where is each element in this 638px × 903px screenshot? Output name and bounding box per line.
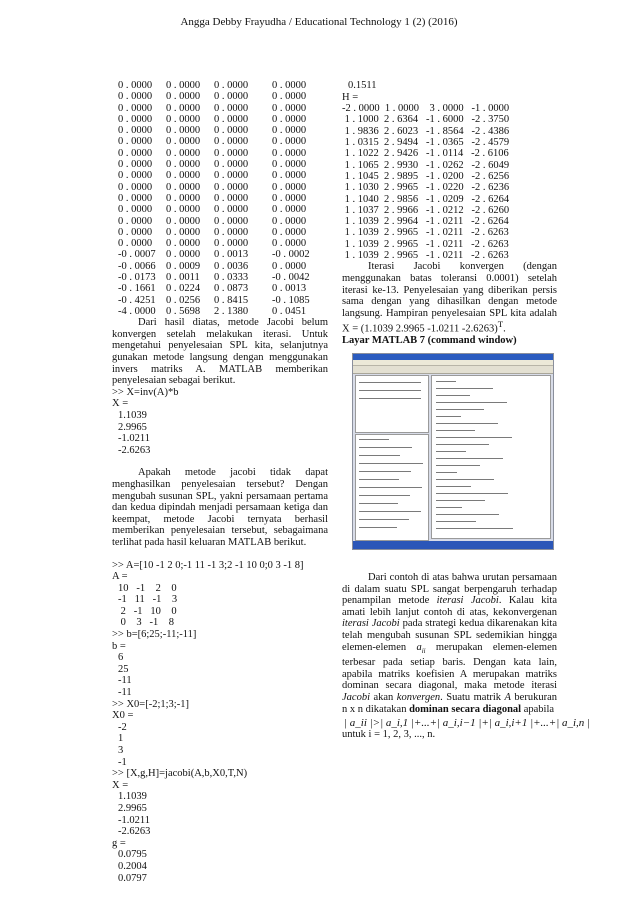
matrix-cell: 0 . 0000 bbox=[214, 170, 249, 182]
formula-condition: untuk i = 1, 2, 3, ..., n. bbox=[342, 729, 436, 741]
matrix-row: 1 . 1045 2 . 9895 -1 . 0200 -2 . 6256 bbox=[342, 170, 510, 182]
console-text-line bbox=[436, 500, 485, 501]
console-text-line bbox=[436, 521, 476, 522]
command-window-panel bbox=[431, 375, 551, 539]
matrix-cell: 0 . 0000 bbox=[272, 204, 307, 216]
matrix-cell: 0 . 0000 bbox=[214, 136, 249, 148]
history-text-line bbox=[359, 527, 397, 528]
console-text-line bbox=[436, 395, 470, 396]
console-text-line bbox=[436, 444, 489, 445]
matrix-cell: 0 . 0000 bbox=[272, 192, 307, 204]
H-label: H = bbox=[342, 91, 359, 103]
vector-value: 1 bbox=[118, 733, 124, 745]
matrix-row: 1 . 1039 2 . 9965 -1 . 0211 -2 . 6263 bbox=[342, 227, 509, 239]
matrix-cell: 0 . 0000 bbox=[118, 181, 153, 193]
console-text-line bbox=[436, 437, 512, 438]
console-text-line bbox=[436, 423, 498, 424]
workspace-text-line bbox=[359, 398, 421, 399]
vector-value: -1.0211 bbox=[118, 433, 150, 445]
matrix-cell: 0 . 0000 bbox=[166, 226, 201, 238]
workspace-text-line bbox=[359, 390, 421, 391]
history-text-line bbox=[359, 479, 399, 480]
matrix-cell: 0 . 0000 bbox=[214, 226, 249, 238]
matrix-cell: 0 . 0000 bbox=[118, 125, 153, 137]
matrix-row: 10 -1 2 0 bbox=[118, 582, 177, 594]
matrix-cell: 0 . 0000 bbox=[214, 113, 249, 125]
matrix-cell: 0 . 0000 bbox=[118, 238, 153, 250]
matrix-cell: -0 . 0042 bbox=[272, 272, 310, 284]
matrix-row: 1 . 1030 2 . 9965 -1 . 0220 -2 . 6236 bbox=[342, 182, 510, 194]
matrix-cell: 0 . 0000 bbox=[166, 113, 201, 125]
matrix-cell: 0 . 8415 bbox=[214, 294, 249, 306]
matrix-row: 1 . 1037 2 . 9966 -1 . 0212 -2 . 6260 bbox=[342, 204, 510, 216]
matrix-row bbox=[112, 136, 328, 147]
matrix-row: 1 . 1039 2 . 9964 -1 . 0211 -2 . 6264 bbox=[342, 216, 509, 228]
window-statusbar bbox=[353, 541, 553, 549]
matrix-cell: 0 . 0000 bbox=[272, 226, 307, 238]
X0-vector bbox=[112, 722, 328, 768]
matrix-cell: 0 . 0000 bbox=[166, 80, 201, 91]
matrix-row: 1 . 1065 2 . 9930 -1 . 0262 -2 . 6049 bbox=[342, 159, 510, 171]
paragraph-1: Dari hasil diatas, metode Jacobi belum konvergen setelah melakukan iterasi. Untuk mengetahui penyelesaian SPL kita, selanjutnya gunakan metode langsung dengan menggunakan invers matriks A. MATLAB memberikan penyelesaian sebagai berikut. bbox=[112, 317, 328, 387]
console-text-line bbox=[436, 409, 484, 410]
matrix-row: 1 . 1022 2 . 9426 -1 . 0114 -2 . 6106 bbox=[342, 148, 509, 160]
matrix-cell: -0 . 1661 bbox=[118, 283, 156, 295]
console-text-line bbox=[436, 388, 493, 389]
running-header: Angga Debby Frayudha / Educational Technology 1 (2) (2016) bbox=[180, 16, 458, 28]
matrix-cell: 0 . 0009 bbox=[166, 260, 201, 272]
history-text-line bbox=[359, 463, 423, 464]
matrix-cell: 0 . 0000 bbox=[118, 80, 153, 91]
history-text-line bbox=[359, 519, 409, 520]
figure-heading: Layar MATLAB 7 (command window) bbox=[342, 335, 517, 347]
matrix-row bbox=[112, 170, 328, 181]
matrix-cell: 0 . 0013 bbox=[272, 283, 307, 295]
matrix-row: 2 -1 10 0 bbox=[118, 605, 177, 617]
matrix-cell: 0 . 0451 bbox=[272, 305, 307, 317]
history-text-line bbox=[359, 439, 389, 440]
matrix-row bbox=[112, 227, 328, 238]
matrix-cell: 0 . 0000 bbox=[118, 170, 153, 182]
matrix-cell: 0 . 0000 bbox=[118, 113, 153, 125]
vector-value: 1.1039 bbox=[118, 409, 147, 421]
H-matrix bbox=[342, 103, 557, 261]
vector-value: 0.0797 bbox=[118, 872, 147, 884]
matrix-cell: 0 . 0036 bbox=[214, 260, 249, 272]
matrix-row: 1 . 1039 2 . 9965 -1 . 0211 -2 . 6263 bbox=[342, 250, 509, 262]
matrix-cell: 0 . 0333 bbox=[214, 272, 249, 284]
matrix-cell: 0 . 0256 bbox=[166, 294, 201, 306]
vector-value: -1.0211 bbox=[118, 814, 150, 826]
paragraph-4: Dari contoh di atas bahwa urutan persamaan di dalam suatu SPL sangat berpengaruh terhadap penampilan metode iterasi Jacobi. Kalau kita amati lebih lanjut contoh di atas, kekonvergenan iterasi Jacobi pada strategi kedua dikarenakan kita telah mengubah susunan SPL sedemikian hingga elemen-elemen $a_{ii}$ merupakan elemen-elemen terbesar pada setiap baris. Dengan kata lain, apabila matriks koefisien A merupakan matriks dominan secara diagonal, maka metode iterasi Jacobi akan konvergen. Suatu matrik A berukuran n x n dikatakan dominan secara diagonal apabila bbox=[342, 572, 558, 715]
A-label: A = bbox=[112, 571, 128, 583]
matrix-cell: -0 . 0002 bbox=[272, 249, 310, 261]
X-result-label: X = bbox=[112, 779, 129, 791]
matrix-row bbox=[112, 295, 328, 306]
console-text-line bbox=[436, 479, 494, 480]
matlab-screenshot bbox=[352, 353, 554, 550]
X0-label: X0 = bbox=[112, 710, 134, 722]
matrix-cell: 0 . 0000 bbox=[272, 136, 307, 148]
vector-value: 25 bbox=[118, 663, 129, 675]
cmd-X0: >> X0=[-2;1;3;-1] bbox=[112, 698, 189, 710]
vector-value: -11 bbox=[118, 687, 132, 699]
matrix-row bbox=[112, 193, 328, 204]
matrix-cell: -0 . 0066 bbox=[118, 260, 156, 272]
matrix-cell: 0 . 0000 bbox=[118, 91, 153, 103]
matrix-row bbox=[112, 261, 328, 272]
vector-value: 2.9965 bbox=[118, 421, 147, 433]
matrix-cell: 0 . 0000 bbox=[118, 226, 153, 238]
matrix-cell: 0 . 0873 bbox=[214, 283, 249, 295]
matrix-cell: 0 . 0000 bbox=[166, 102, 201, 114]
matrix-cell: 0 . 0000 bbox=[166, 215, 201, 227]
matrix-cell: 0 . 0000 bbox=[272, 91, 307, 103]
matrix-cell: -0 . 0173 bbox=[118, 272, 156, 284]
matrix-row bbox=[112, 103, 328, 114]
console-text-line bbox=[436, 528, 513, 529]
vector-value: -2 bbox=[118, 721, 127, 733]
history-text-line bbox=[359, 511, 421, 512]
matrix-row: 1 . 1040 2 . 9856 -1 . 0209 -2 . 6264 bbox=[342, 193, 510, 205]
matrix-cell: 0 . 0000 bbox=[166, 249, 201, 261]
iteration-matrix bbox=[112, 80, 328, 317]
matrix-cell: 0 . 0000 bbox=[214, 102, 249, 114]
vector-value: -1 bbox=[118, 756, 127, 768]
matrix-row bbox=[112, 204, 328, 215]
matrix-cell: 0 . 0000 bbox=[166, 238, 201, 250]
right-column bbox=[342, 80, 591, 741]
matrix-cell: 0 . 0000 bbox=[272, 102, 307, 114]
matrix-cell: 0 . 0000 bbox=[214, 91, 249, 103]
matrix-cell: 0 . 0000 bbox=[272, 147, 307, 159]
A-matrix bbox=[112, 583, 328, 629]
matrix-cell: 0 . 0000 bbox=[272, 125, 307, 137]
vector-value: -2.6263 bbox=[118, 826, 151, 838]
matrix-cell: 0 . 0000 bbox=[118, 136, 153, 148]
b-vector bbox=[112, 652, 328, 698]
diagonal-dominance-formula: | a_ii |>| a_i,1 |+...+| a_i,i−1 |+| a_i,i+1 |+...+| a_i,n | bbox=[344, 717, 591, 730]
console-text-line bbox=[436, 451, 466, 452]
vector-value: -2.6263 bbox=[118, 444, 151, 456]
cmd-inverse: >> X=inv(A)*b bbox=[112, 386, 179, 398]
console-text-line bbox=[436, 381, 456, 382]
matrix-cell: 0 . 0000 bbox=[166, 181, 201, 193]
matrix-cell: 0 . 0000 bbox=[166, 170, 201, 182]
console-text-line bbox=[436, 514, 499, 515]
matrix-cell: 0 . 0000 bbox=[272, 238, 307, 250]
matrix-cell: 0 . 0224 bbox=[166, 283, 201, 295]
matrix-cell: 0 . 0000 bbox=[272, 260, 307, 272]
matrix-cell: 0 . 0011 bbox=[166, 272, 200, 284]
matrix-cell: 0 . 0000 bbox=[214, 80, 249, 91]
history-text-line bbox=[359, 447, 412, 448]
matrix-cell: 0 . 0000 bbox=[118, 147, 153, 159]
matrix-cell: 2 . 1380 bbox=[214, 305, 249, 317]
console-text-line bbox=[436, 430, 475, 431]
history-text-line bbox=[359, 487, 422, 488]
vector-value: 0.2004 bbox=[118, 860, 147, 872]
matrix-cell: 0 . 0000 bbox=[272, 113, 307, 125]
vector-value: 0.0795 bbox=[118, 849, 147, 861]
matrix-cell: 0 . 0000 bbox=[166, 147, 201, 159]
history-text-line bbox=[359, 503, 398, 504]
matrix-cell: 0 . 0000 bbox=[118, 215, 153, 227]
matrix-cell: 0 . 0000 bbox=[214, 192, 249, 204]
vector-value: 1.1039 bbox=[118, 791, 147, 803]
cmd-jacobi: >> [X,g,H]=jacobi(A,b,X0,T,N) bbox=[112, 768, 248, 780]
x-values bbox=[112, 410, 328, 456]
matrix-row bbox=[112, 283, 328, 294]
x-label: X = bbox=[112, 398, 129, 410]
matrix-cell: 0 . 0000 bbox=[214, 215, 249, 227]
matrix-cell: 0 . 0000 bbox=[118, 159, 153, 171]
matrix-cell: 0 . 0000 bbox=[214, 125, 249, 137]
matrix-row: 1 . 1000 2 . 6364 -1 . 6000 -2 . 3750 bbox=[342, 114, 510, 126]
left-column bbox=[112, 80, 328, 884]
history-text-line bbox=[359, 455, 400, 456]
matrix-row bbox=[112, 148, 328, 159]
matrix-cell: 0 . 0000 bbox=[166, 136, 201, 148]
console-text-line bbox=[436, 507, 462, 508]
matrix-cell: 0 . 5698 bbox=[166, 305, 201, 317]
cmd-b: >> b=[6;25;-11;-11] bbox=[112, 629, 197, 641]
matrix-cell: 0 . 0000 bbox=[272, 181, 307, 193]
g-values bbox=[112, 849, 328, 884]
matrix-cell: 0 . 0000 bbox=[166, 159, 201, 171]
matrix-row bbox=[112, 125, 328, 136]
matrix-row: 1 . 0315 2 . 9494 -1 . 0365 -2 . 4579 bbox=[342, 137, 510, 149]
matrix-row bbox=[112, 238, 328, 249]
matrix-cell: 0 . 0000 bbox=[272, 159, 307, 171]
g-last-value: 0.1511 bbox=[348, 80, 377, 91]
matrix-cell: 0 . 0013 bbox=[214, 249, 249, 261]
matrix-cell: 0 . 0000 bbox=[214, 181, 249, 193]
g-label: g = bbox=[112, 837, 126, 849]
matrix-cell: 0 . 0000 bbox=[214, 238, 249, 250]
matrix-cell: 0 . 0000 bbox=[166, 91, 201, 103]
paragraph-3: Iterasi Jacobi konvergen (dengan menggunakan batas toleransi 0.0001) setelah iterasi ke-13. Penyelesaian yang diberikan persis sama dengan yang dihasilkan dengan metode langsung. Hampiran penyelesaian SPL kita adalah X = (1.1039 2.9965 -1.0211 -2.6263)$^T$. bbox=[342, 261, 557, 335]
history-panel bbox=[355, 434, 429, 541]
console-text-line bbox=[436, 465, 480, 466]
matrix-cell: -4 . 0000 bbox=[118, 305, 156, 317]
matrix-row bbox=[112, 80, 328, 91]
matrix-cell: -0 . 0007 bbox=[118, 249, 156, 261]
matrix-row bbox=[112, 306, 328, 317]
matrix-row bbox=[112, 272, 328, 283]
cmd-A: >> A=[10 -1 2 0;-1 11 -1 3;2 -1 10 0;0 3 -1 8] bbox=[112, 559, 304, 571]
matrix-cell: 0 . 0000 bbox=[166, 125, 201, 137]
matrix-row: 1 . 1039 2 . 9965 -1 . 0211 -2 . 6263 bbox=[342, 238, 509, 250]
window-toolbar bbox=[353, 366, 553, 374]
paragraph-2: Apakah metode jacobi tidak dapat menghasilkan penyelesaian tersebut? Dengan mengubah susunan SPL, yakni persamaan pertama dan kedua dipindah menjadi persamaan ketiga dan keempat, metode Jacobi ternyata berhasil memberikan penyelesaian tersebut, sebagaimana terlihat pada hasil keluaran MATLAB berikut. bbox=[112, 467, 328, 548]
matrix-cell: 0 . 0000 bbox=[118, 192, 153, 204]
history-text-line bbox=[359, 495, 410, 496]
vector-value: -11 bbox=[118, 675, 132, 687]
vector-value: 2.9965 bbox=[118, 802, 147, 814]
console-text-line bbox=[436, 402, 507, 403]
matrix-row: -1 11 -1 3 bbox=[118, 594, 178, 606]
matrix-cell: -0 . 4251 bbox=[118, 294, 156, 306]
matrix-row: -2 . 0000 1 . 0000 3 . 0000 -1 . 0000 bbox=[342, 103, 510, 115]
matrix-cell: 0 . 0000 bbox=[118, 204, 153, 216]
matrix-row: 0 3 -1 8 bbox=[118, 617, 174, 629]
matrix-row bbox=[112, 182, 328, 193]
matrix-cell: 0 . 0000 bbox=[214, 147, 249, 159]
console-text-line bbox=[436, 486, 471, 487]
X-result bbox=[112, 791, 328, 837]
matrix-cell: 0 . 0000 bbox=[214, 204, 249, 216]
console-text-line bbox=[436, 472, 457, 473]
vector-value: 6 bbox=[118, 652, 124, 664]
vector-value: 3 bbox=[118, 745, 124, 757]
matrix-row bbox=[112, 249, 328, 260]
workspace-text-line bbox=[359, 382, 421, 383]
console-text-line bbox=[436, 493, 508, 494]
console-text-line bbox=[436, 458, 503, 459]
matrix-row bbox=[112, 114, 328, 125]
matrix-cell: 0 . 0000 bbox=[118, 102, 153, 114]
matrix-row bbox=[112, 91, 328, 102]
console-text-line bbox=[436, 416, 461, 417]
workspace-panel bbox=[355, 375, 429, 433]
history-text-line bbox=[359, 471, 411, 472]
matrix-cell: 0 . 0000 bbox=[214, 159, 249, 171]
matrix-cell: -0 . 1085 bbox=[272, 294, 310, 306]
matrix-cell: 0 . 0000 bbox=[166, 192, 201, 204]
matrix-cell: 0 . 0000 bbox=[272, 215, 307, 227]
matrix-cell: 0 . 0000 bbox=[272, 80, 307, 91]
matrix-cell: 0 . 0000 bbox=[272, 170, 307, 182]
b-label: b = bbox=[112, 640, 126, 652]
matrix-cell: 0 . 0000 bbox=[166, 204, 201, 216]
matrix-row bbox=[112, 159, 328, 170]
matrix-row: 1 . 9836 2 . 6023 -1 . 8564 -2 . 4386 bbox=[342, 125, 510, 137]
matrix-row bbox=[112, 216, 328, 227]
